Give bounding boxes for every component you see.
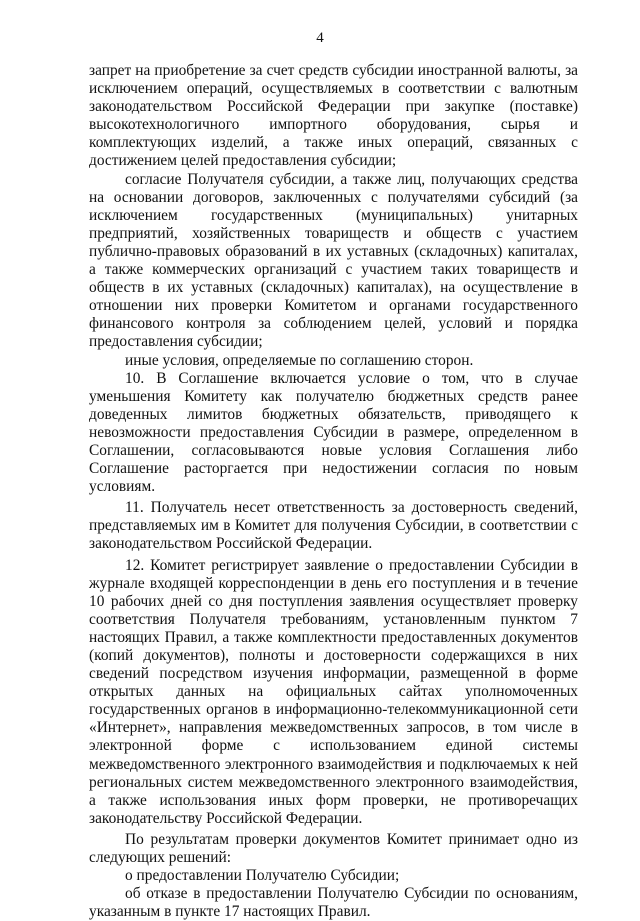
paragraph-clause-11: 11. Получатель несет ответственность за достоверность сведений, представляемых им в Комитет для получения Субсидии, в соответствии с законодательством Российской Федерации. xyxy=(89,499,578,553)
page-number: 4 xyxy=(316,30,324,46)
paragraph-currency-ban: запрет на приобретение за счет средств субсидии иностранной валюты, за исключением операций, осуществляемых в соответствии с валютным законодательством Российской Федерации при закупке (поставке) высокотехнологичного импортного оборудования, сырья и комплектующих изделий, а также иных операций, связанных с достижением целей предоставления субсидии; xyxy=(89,62,578,170)
paragraph-decision-grant: о предоставлении Получателю Субсидии; xyxy=(125,867,400,885)
paragraph-clause-10: 10. В Соглашение включается условие о том, что в случае уменьшения Комитету как получателю бюджетных средств ранее доведенных лимитов бюджетных обязательств, приводящего к невозможности предоставления Субсидии в размере, определенном в Соглашении, согласовываются новые условия Соглашения либо Соглашение расторгается при недостижении согласия по новым условиям. xyxy=(89,369,578,496)
paragraph-clause-12: 12. Комитет регистрирует заявление о предоставлении Субсидии в журнале входящей корреспонденции в день его поступления и в течение 10 рабочих дней со дня поступления заявления осуществляет проверку соответствия Получателя требованиям, установленным пунктом 7 настоящих Правил, а также комплектности предоставленных документов (копий документов), полноты и достоверности содержащихся в них сведений посредством изучения информации, размещенной в форме открытых данных на официальных сайтах уполномоченных государственных органов в информационно-телекоммуникационной сети «Интернет», направления межведомственных запросов, в том числе в электронной форме с использованием единой системы межведомственного электронного взаимодействия и подключаемых к ней региональных систем межведомственного электронного взаимодействия, а также использования иных форм проверки, не противоречащих законодательству Российской Федерации. xyxy=(89,556,578,827)
paragraph-decision-intro: По результатам проверки документов Комитет принимает одно из следующих решений: xyxy=(89,830,578,867)
paragraph-consent-to-inspection: согласие Получателя субсидии, а также лиц, получающих средства на основании договоров, заключенных с получателями субсидий (за исключением государственных (муниципальных) унитарных предприятий, хозяйственных товариществ и обществ с участием публично-правовых образований в их уставных (складочных) капиталах, а также коммерческих организаций с участием таких товариществ и обществ в их уставных (складочных) капиталах), на осуществление в отношении них проверки Комитетом и органами государственного финансового контроля за соблюдением целей, условий и порядка предоставления субсидии; xyxy=(89,170,578,351)
paragraph-other-conditions: иные условия, определяемые по соглашению сторон. xyxy=(125,351,474,369)
document-body xyxy=(89,62,578,921)
paragraph-decision-refusal: об отказе в предоставлении Получателю Субсидии по основаниям, указанным в пункте 17 настоящих Правил. xyxy=(89,885,578,921)
